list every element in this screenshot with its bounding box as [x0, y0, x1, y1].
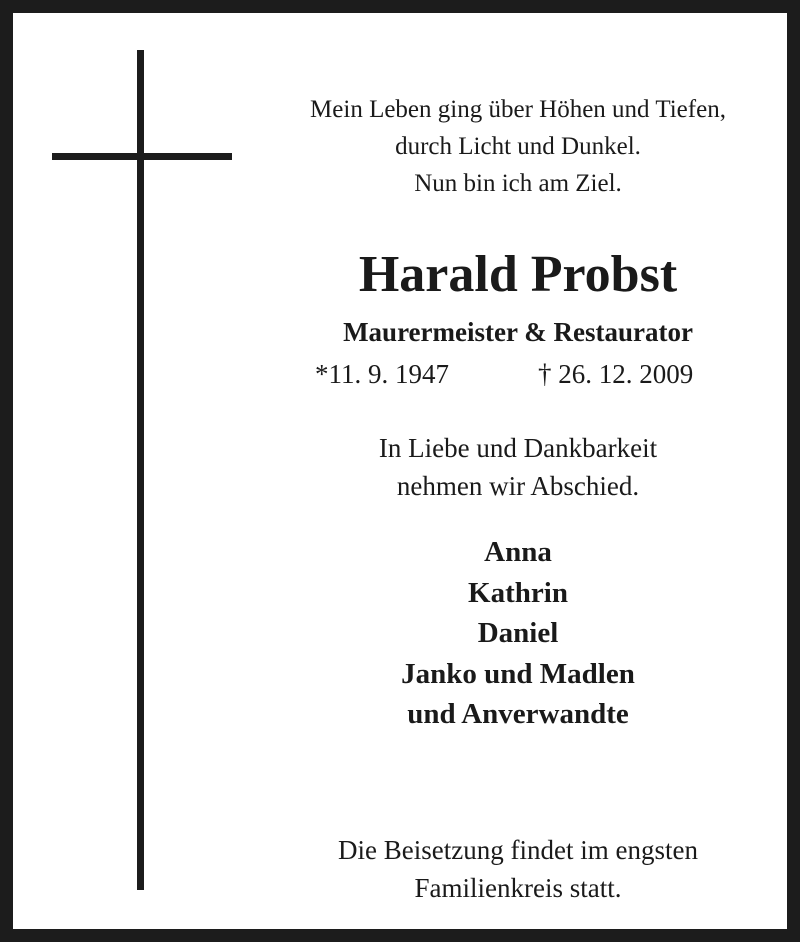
poem-line: Mein Leben ging über Höhen und Tiefen, — [310, 96, 726, 123]
mourner-name: Janko und Madlen — [401, 657, 635, 690]
birth-date: *11. 9. 1947 — [315, 359, 449, 389]
mourners-list — [268, 532, 768, 735]
poem-line: durch Licht und Dunkel. — [395, 133, 641, 160]
farewell-text — [268, 429, 768, 505]
death-date: † 26. 12. 2009 — [538, 359, 694, 389]
mourner-name: und Anverwandte — [407, 698, 629, 730]
funeral-line: Familienkreis statt. — [414, 873, 622, 903]
farewell-line: nehmen wir Abschied. — [396, 471, 640, 501]
funeral-line: Die Beisetzung findet im engsten — [338, 835, 698, 865]
poem — [268, 91, 768, 202]
cross-icon-crossbar — [52, 153, 232, 160]
deceased-profession: Maurermeister & Restaurator — [343, 317, 693, 347]
poem-line: Nun bin ich am Ziel. — [414, 170, 622, 197]
mourner-name: Daniel — [477, 617, 559, 649]
funeral-note — [268, 831, 768, 907]
mourner-name: Anna — [484, 536, 552, 568]
mourner-name: Kathrin — [468, 576, 568, 609]
cross-icon — [137, 50, 144, 890]
farewell-line: In Liebe und Dankbarkeit — [378, 433, 658, 463]
deceased-name: Harald Probst — [358, 246, 678, 303]
